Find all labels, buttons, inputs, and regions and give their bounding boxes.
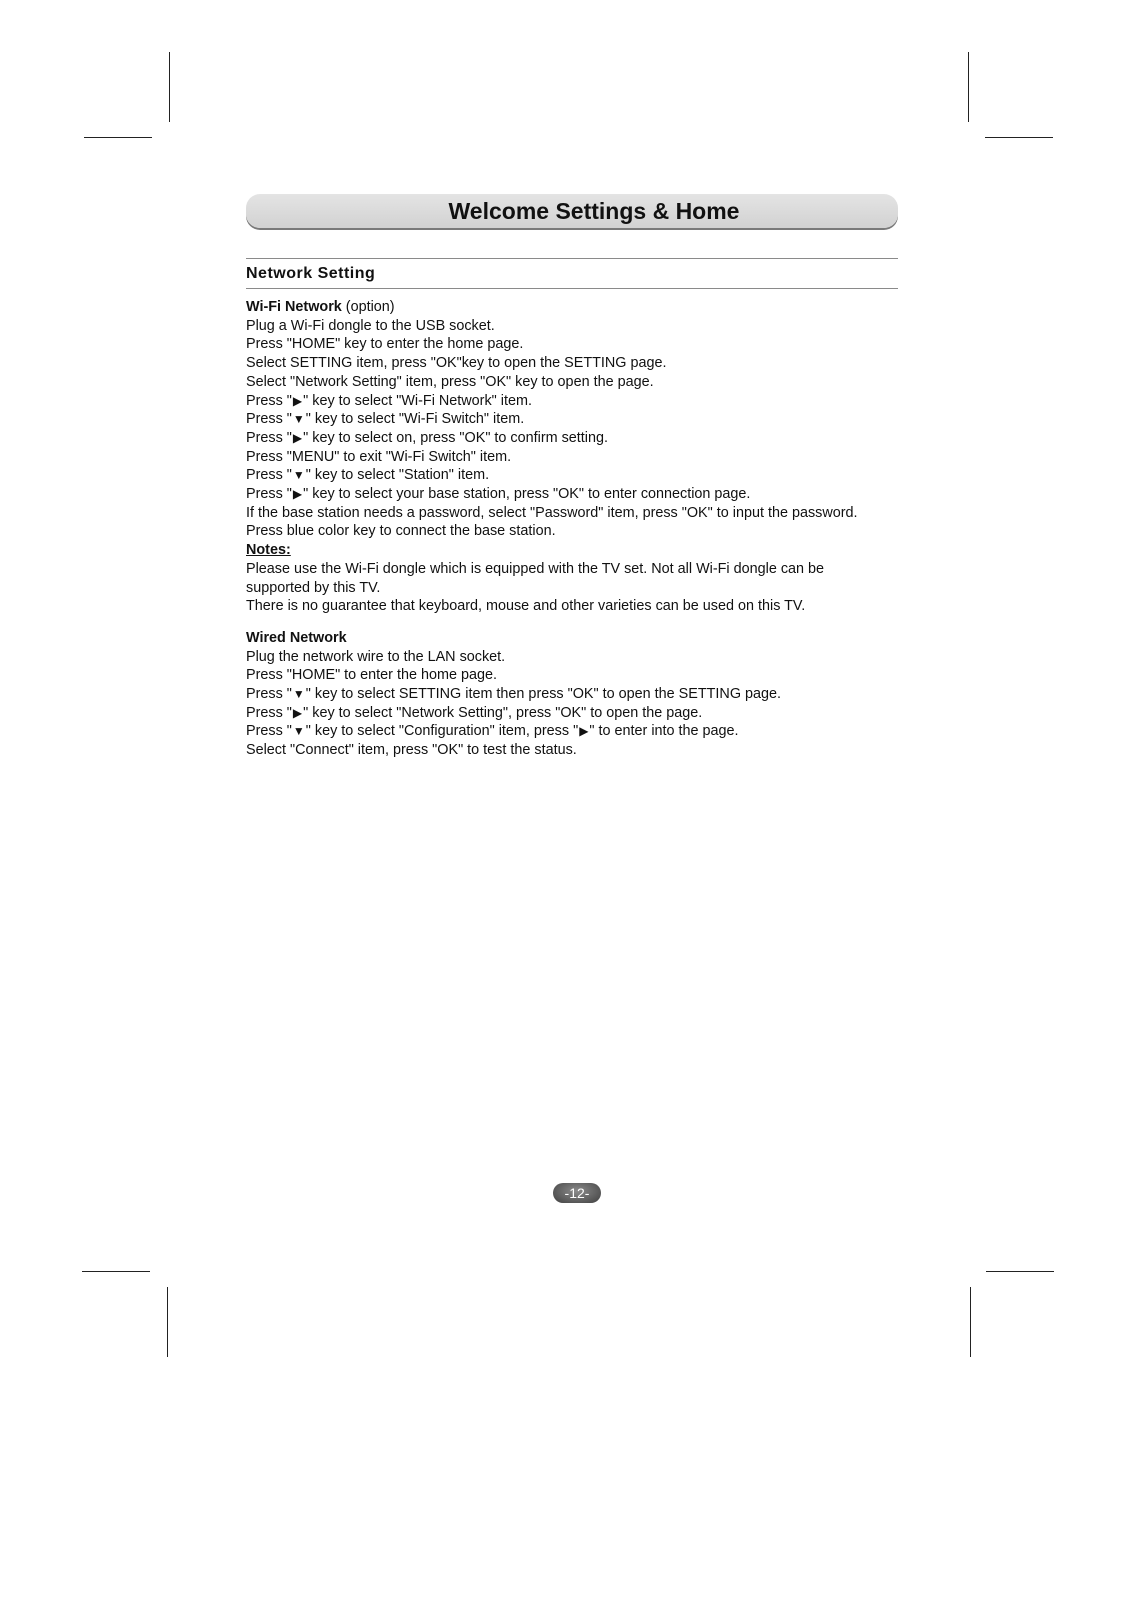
down-arrow-icon: ▼ <box>292 468 305 483</box>
crop-mark <box>970 1287 971 1357</box>
instruction-line: Plug the network wire to the LAN socket. <box>246 648 506 665</box>
line-text: Press " <box>246 411 292 428</box>
wifi-heading-suffix: (option) <box>341 299 395 315</box>
chapter-title: Welcome Settings & Home <box>448 197 740 224</box>
instruction-line <box>246 410 876 429</box>
line-text: Press " <box>246 723 292 740</box>
instruction-line <box>246 685 876 704</box>
line-text: " key to select on, press "OK" to confirm setting. <box>303 429 609 446</box>
crop-mark <box>84 137 152 138</box>
chapter-title-bar <box>246 194 898 228</box>
right-arrow-icon: ▶ <box>292 487 303 502</box>
line-text: " key to select "Network Setting", press "OK" to open the page. <box>303 704 703 721</box>
crop-mark <box>968 52 969 122</box>
section-title: Network Setting <box>246 265 376 282</box>
down-arrow-icon: ▼ <box>292 412 305 427</box>
line-text: " key to select SETTING item then press "OK" to open the SETTING page. <box>305 686 782 703</box>
instruction-line: Press "MENU" to exit "Wi-Fi Switch" item. <box>246 448 512 465</box>
crop-mark <box>167 1287 168 1357</box>
wifi-heading-line <box>246 298 876 317</box>
right-arrow-icon: ▶ <box>292 430 303 445</box>
line-text: " key to select your base station, press "OK" to enter connection page. <box>303 486 751 503</box>
crop-mark <box>82 1271 150 1272</box>
section-divider <box>246 258 898 259</box>
line-text: Press " <box>246 486 292 503</box>
notes-label-line <box>246 541 876 560</box>
note-line: Please use the Wi-Fi dongle which is equipped with the TV set. Not all Wi-Fi dongle can be supported by this TV. <box>246 560 825 596</box>
line-text: " to enter into the page. <box>589 723 739 740</box>
line-text: Press " <box>246 429 292 446</box>
instruction-line: Plug a Wi-Fi dongle to the USB socket. <box>246 317 495 334</box>
line-text: Press " <box>246 686 292 703</box>
section-divider <box>246 288 898 289</box>
note-line: There is no guarantee that keyboard, mouse and other varieties can be used on this TV. <box>246 598 806 615</box>
down-arrow-icon: ▼ <box>292 687 305 702</box>
instruction-line <box>246 704 876 723</box>
wifi-heading: Wi-Fi Network <box>246 299 342 315</box>
right-arrow-icon: ▶ <box>292 393 303 408</box>
spacer <box>246 616 876 629</box>
instruction-line: Select "Connect" item, press "OK" to test the status. <box>246 742 577 759</box>
crop-mark <box>986 1271 1054 1272</box>
down-arrow-icon: ▼ <box>292 724 305 739</box>
crop-mark <box>169 52 170 122</box>
line-text: Press " <box>246 392 292 409</box>
instruction-line: If the base station needs a password, select "Password" item, press "OK" to input the password. <box>246 504 858 521</box>
instruction-line <box>246 466 876 485</box>
instruction-line <box>246 429 876 448</box>
line-text: " key to select "Wi-Fi Switch" item. <box>305 411 525 428</box>
line-text: " key to select "Configuration" item, press " <box>305 723 579 740</box>
page-number: -12- <box>553 1183 601 1203</box>
crop-mark <box>985 137 1053 138</box>
instruction-line <box>246 392 876 411</box>
line-text: " key to select "Wi-Fi Network" item. <box>303 392 532 409</box>
manual-content <box>246 298 876 760</box>
instruction-line <box>246 722 876 741</box>
wired-heading: Wired Network <box>246 629 347 646</box>
right-arrow-icon: ▶ <box>579 724 589 739</box>
notes-label: Notes: <box>246 542 291 559</box>
instruction-line: Select "Network Setting" item, press "OK" key to open the page. <box>246 373 654 390</box>
instruction-line: Press "HOME" key to enter the home page. <box>246 336 524 353</box>
line-text: " key to select "Station" item. <box>305 467 490 484</box>
instruction-line: Press blue color key to connect the base station. <box>246 523 556 540</box>
line-text: Press " <box>246 467 292 484</box>
right-arrow-icon: ▶ <box>292 705 303 720</box>
instruction-line: Select SETTING item, press "OK"key to open the SETTING page. <box>246 355 667 372</box>
instruction-line: Press "HOME" to enter the home page. <box>246 667 497 684</box>
instruction-line <box>246 485 876 504</box>
line-text: Press " <box>246 704 292 721</box>
